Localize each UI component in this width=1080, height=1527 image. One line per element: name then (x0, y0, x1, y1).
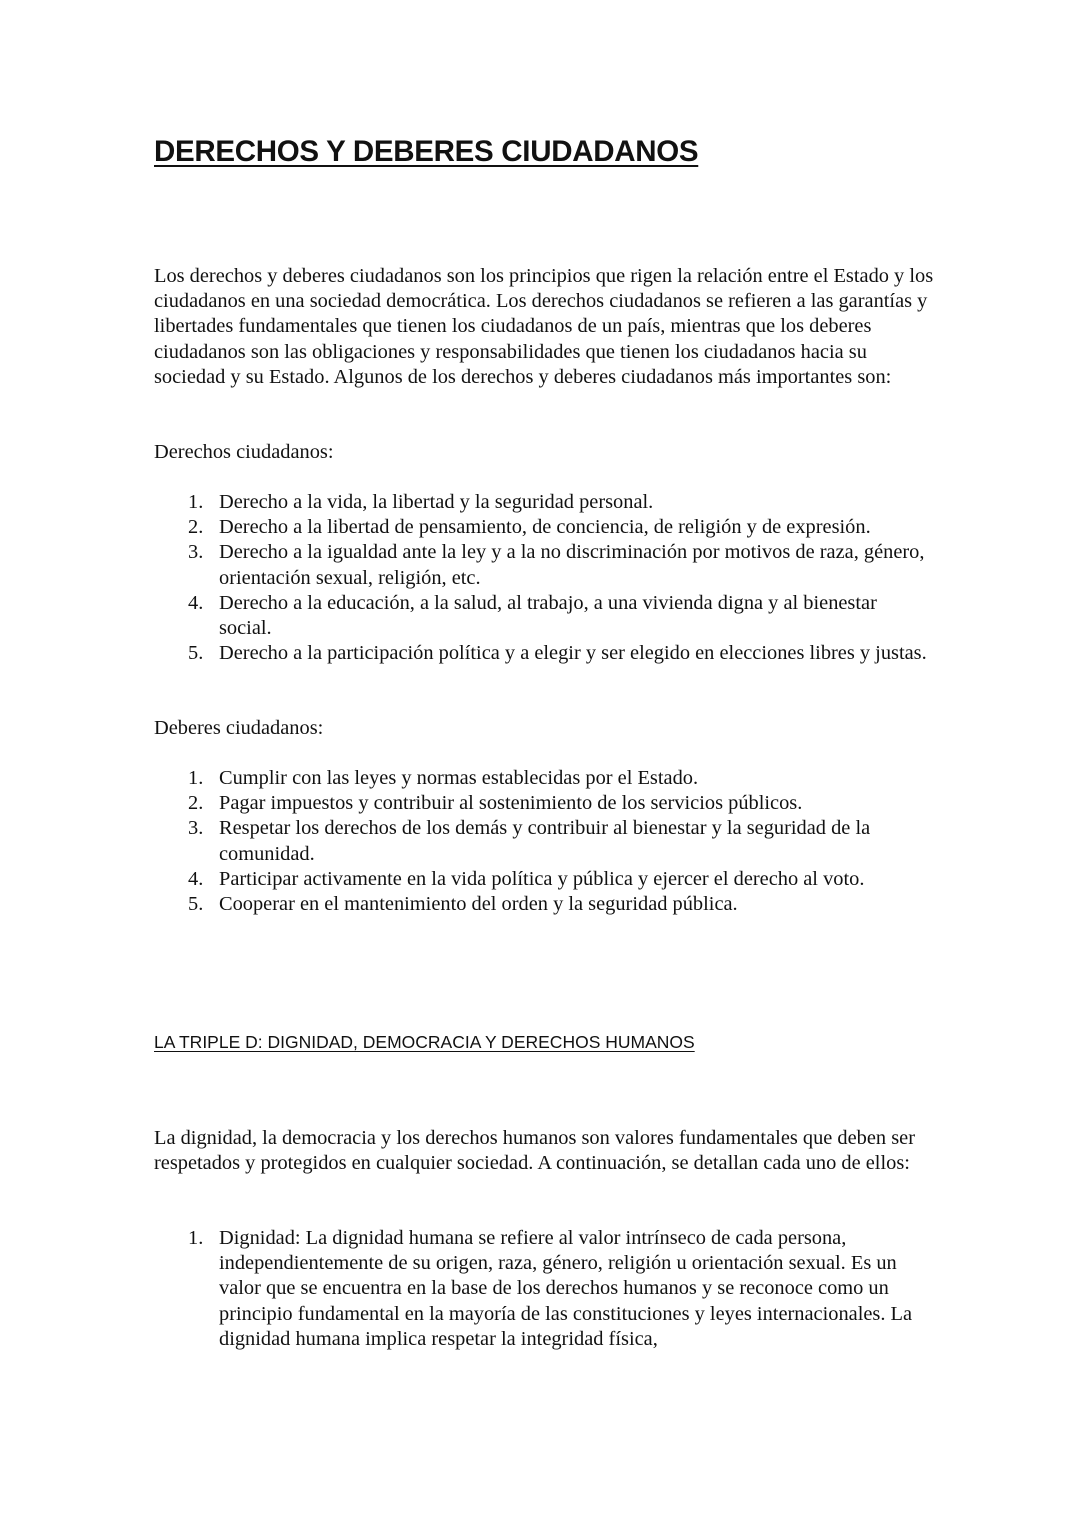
list-item-text: Respetar los derechos de los demás y contribuir al bienestar y la seguridad de la comunidad. (219, 817, 871, 865)
list-item (154, 641, 934, 666)
intro-paragraph: Los derechos y deberes ciudadanos son los principios que rigen la relación entre el Estado y los ciudadanos en una sociedad democrática. Los derechos ciudadanos se refieren a las garantías y libertades fundamentales que tienen los ciudadanos de un país, mientras que los deberes ciudadanos son las obligaciones y responsabilidades que tienen los ciudadanos hacia su sociedad y su Estado. Algunos de los derechos y deberes ciudadanos más importantes son: (154, 265, 934, 388)
list-item (154, 515, 934, 540)
list-item-text: Derecho a la igualdad ante la ley y a la no discriminación por motivos de raza, género, orientación sexual, religión, etc. (219, 541, 925, 589)
rights-list (154, 490, 934, 666)
document-title: DERECHOS Y DEBERES CIUDADANOS (154, 135, 699, 168)
list-item-number: 3. (188, 817, 204, 840)
list-item-text: Derecho a la vida, la libertad y la seguridad personal. (219, 491, 654, 513)
list-item-number: 4. (188, 867, 204, 890)
section-intro-paragraph: La dignidad, la democracia y los derechos humanos son valores fundamentales que deben ser respetados y protegidos en cualquier sociedad. A continuación, se detallan cada uno de ellos: (154, 1127, 915, 1175)
list-item-text: Derecho a la libertad de pensamiento, de conciencia, de religión y de expresión. (219, 516, 871, 539)
list-item-text: Derecho a la educación, a la salud, al trabajo, a una vivienda digna y al bienestar social. (219, 591, 877, 640)
list-item (154, 1226, 934, 1352)
list-item-text: Participar activamente en la vida política y pública y ejercer el derecho al voto. (219, 867, 865, 890)
list-item (154, 791, 934, 816)
list-item-text: Pagar impuestos y contribuir al sostenimiento de los servicios públicos. (219, 792, 803, 815)
duties-list (154, 766, 934, 917)
section-title: LA TRIPLE D: DIGNIDAD, DEMOCRACIA Y DERECHOS HUMANOS (154, 1032, 695, 1052)
list-item-text: Cooperar en el mantenimiento del orden y la seguridad pública. (219, 893, 738, 916)
list-item-text: Derecho a la participación política y a elegir y ser elegido en elecciones libres y justas. (219, 642, 927, 665)
list-item-number: 1. (188, 1227, 204, 1249)
list-item-number: 5. (188, 642, 204, 665)
list-item-number: 1. (188, 491, 204, 513)
list-item-number: 3. (188, 541, 204, 564)
list-item-number: 5. (188, 893, 204, 916)
list-item (154, 816, 934, 866)
triple-d-list (154, 1226, 934, 1352)
list-item (154, 766, 934, 791)
list-item-number: 1. (188, 767, 204, 789)
list-item (154, 591, 934, 641)
list-item-number: 2. (188, 516, 204, 539)
list-item-number: 4. (188, 591, 204, 614)
list-item-number: 2. (188, 792, 204, 815)
rights-heading: Derechos ciudadanos: (154, 441, 334, 463)
list-item (154, 892, 934, 917)
list-item-text: Dignidad: La dignidad humana se refiere al valor intrínseco de cada persona, independientemente de su origen, raza, género, religión u orientación sexual. Es un valor que se encuentra en la base de los derechos humanos y se reconoce como un principio fundamental en la mayoría de las constituciones y leyes internacionales. La dignidad humana implica respetar la integridad física, (219, 1227, 913, 1350)
list-item (154, 540, 934, 590)
list-item (154, 490, 934, 515)
list-item (154, 867, 934, 892)
duties-heading: Deberes ciudadanos: (154, 717, 324, 739)
list-item-text: Cumplir con las leyes y normas establecidas por el Estado. (219, 767, 699, 789)
